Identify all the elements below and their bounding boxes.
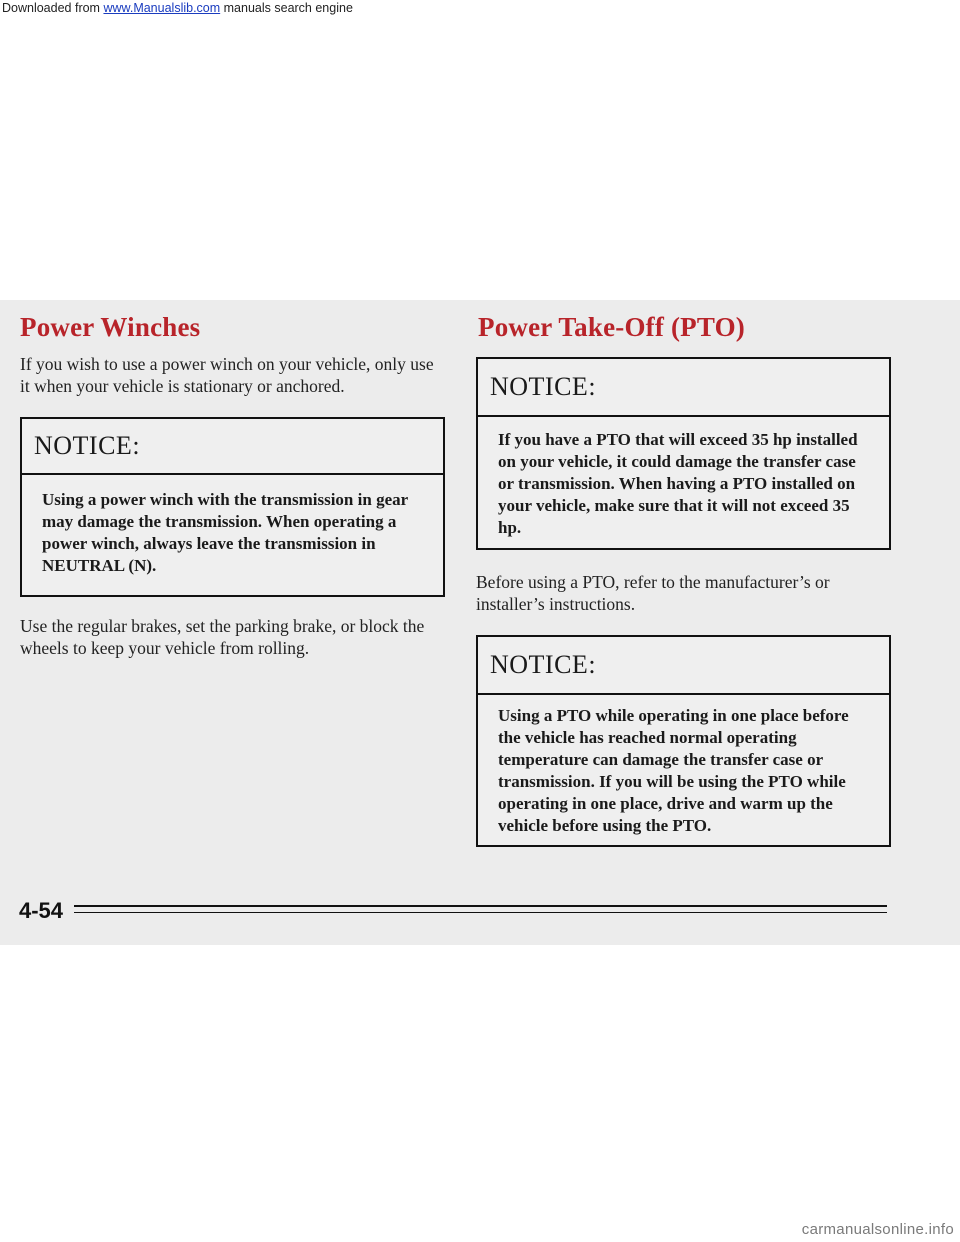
carmanualsonline-watermark: carmanualsonline.info [801, 1221, 954, 1238]
power-winches-outro: Use the regular brakes, set the parking brake, or block the wheels to keep your vehicle from rolling. [20, 616, 425, 658]
pto-heading: Power Take-Off (PTO) [478, 312, 745, 342]
page-number: 4-54 [19, 898, 64, 923]
power-winches-heading: Power Winches [20, 312, 201, 342]
notice-text: If you have a PTO that will exceed 35 hp installed on your vehicle, it could damage the transfer case or transmission. When having a PTO installed on your vehicle, make sure that it will not exceed 35 hp. [498, 430, 858, 537]
power-winches-intro: If you wish to use a power winch on your vehicle, only use it when your vehicle is stationary or anchored. [20, 354, 434, 396]
download-source-banner [0, 0, 960, 20]
pto-instructions-note: Before using a PTO, refer to the manufacturer’s or installer’s instructions. [476, 572, 830, 614]
manualslib-link[interactable]: www.Manualslib.com [103, 1, 221, 15]
notice-heading: NOTICE: [478, 359, 889, 417]
pto-warmup-notice-box [476, 635, 891, 847]
notice-heading: NOTICE: [478, 637, 889, 695]
pto-horsepower-notice-box [476, 357, 891, 550]
footer-rule-thin [74, 912, 887, 913]
left-column [20, 312, 445, 659]
banner-prefix: Downloaded from [2, 1, 104, 15]
notice-heading: NOTICE: [22, 419, 443, 475]
right-column [476, 312, 891, 847]
banner-suffix: manuals search engine [220, 1, 353, 15]
notice-text: Using a PTO while operating in one place before the vehicle has reached normal operating temperature can damage the transfer case or transmission. If you will be using the PTO while operating in one place, drive and warm up the vehicle before using the PTO. [498, 706, 849, 835]
footer-rule-thick [74, 905, 887, 907]
power-winch-notice-box [20, 417, 445, 597]
notice-text: Using a power winch with the transmission in gear may damage the transmission. When operating a power winch, always leave the transmission in NEUTRAL (N). [42, 490, 408, 575]
